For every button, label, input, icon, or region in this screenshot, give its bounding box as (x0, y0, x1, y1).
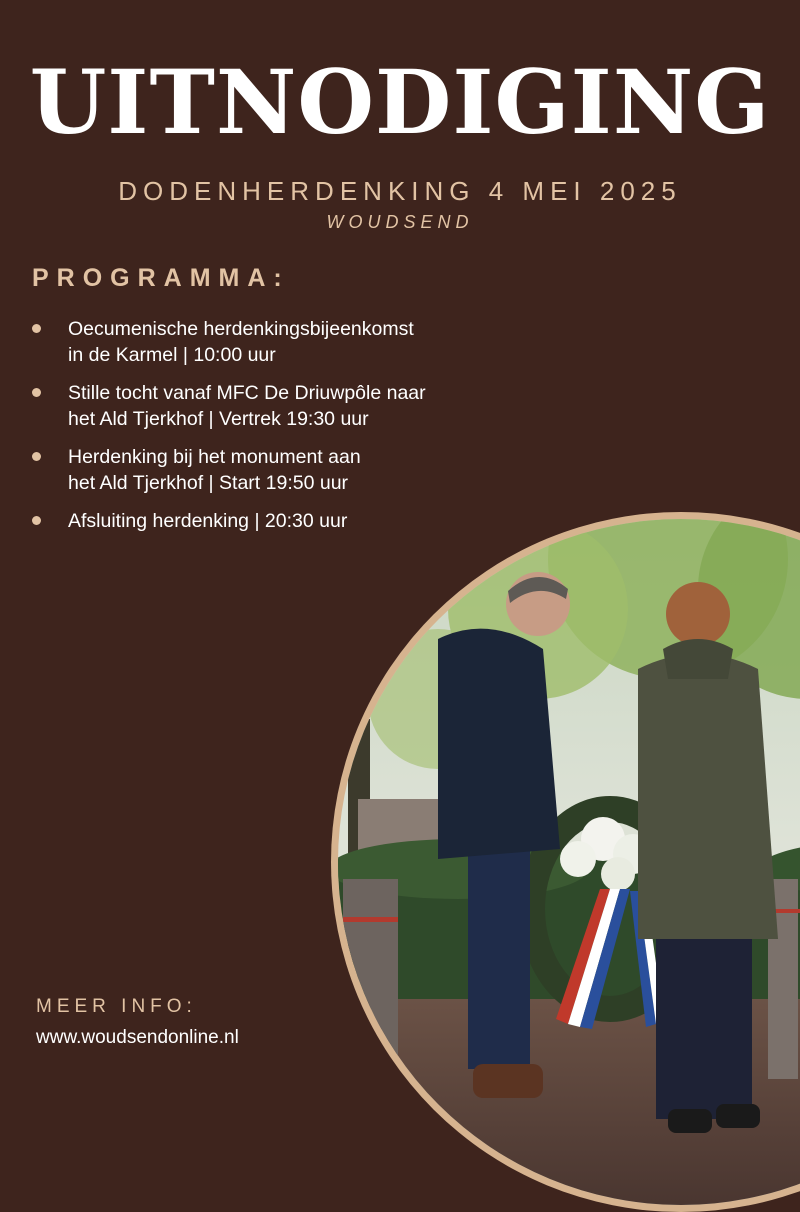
programma-item-line: Oecumenische herdenkingsbijeenkomst (68, 318, 414, 340)
meer-info-heading: MEER INFO: (36, 996, 197, 1017)
page-title: UITNODIGING (29, 50, 771, 154)
programma-item (30, 316, 500, 368)
programma-heading: PROGRAMMA: (32, 264, 290, 292)
programma-item-line: in de Karmel | 10:00 uur (68, 344, 276, 366)
programma-item (30, 444, 500, 496)
programma-item (30, 380, 500, 432)
event-location: WOUDSEND (326, 212, 474, 232)
bullet-icon (32, 324, 41, 333)
memorial-photo (338, 519, 800, 1205)
bullet-icon (32, 516, 41, 525)
programma-item-line: Afsluiting herdenking | 20:30 uur (68, 510, 348, 532)
bullet-icon (32, 452, 41, 461)
programma-item-line: Stille tocht vanaf MFC De Driuwpôle naar (68, 382, 426, 404)
bullet-icon (32, 388, 41, 397)
programma-item-line: het Ald Tjerkhof | Start 19:50 uur (68, 472, 349, 494)
event-subtitle: DODENHERDENKING 4 MEI 2025 (118, 176, 682, 206)
website-link[interactable]: www.woudsendonline.nl (36, 1027, 239, 1048)
programma-item-line: het Ald Tjerkhof | Vertrek 19:30 uur (68, 408, 369, 430)
programma-list (30, 316, 500, 546)
programma-item (30, 508, 500, 534)
programma-item-line: Herdenking bij het monument aan (68, 446, 361, 468)
